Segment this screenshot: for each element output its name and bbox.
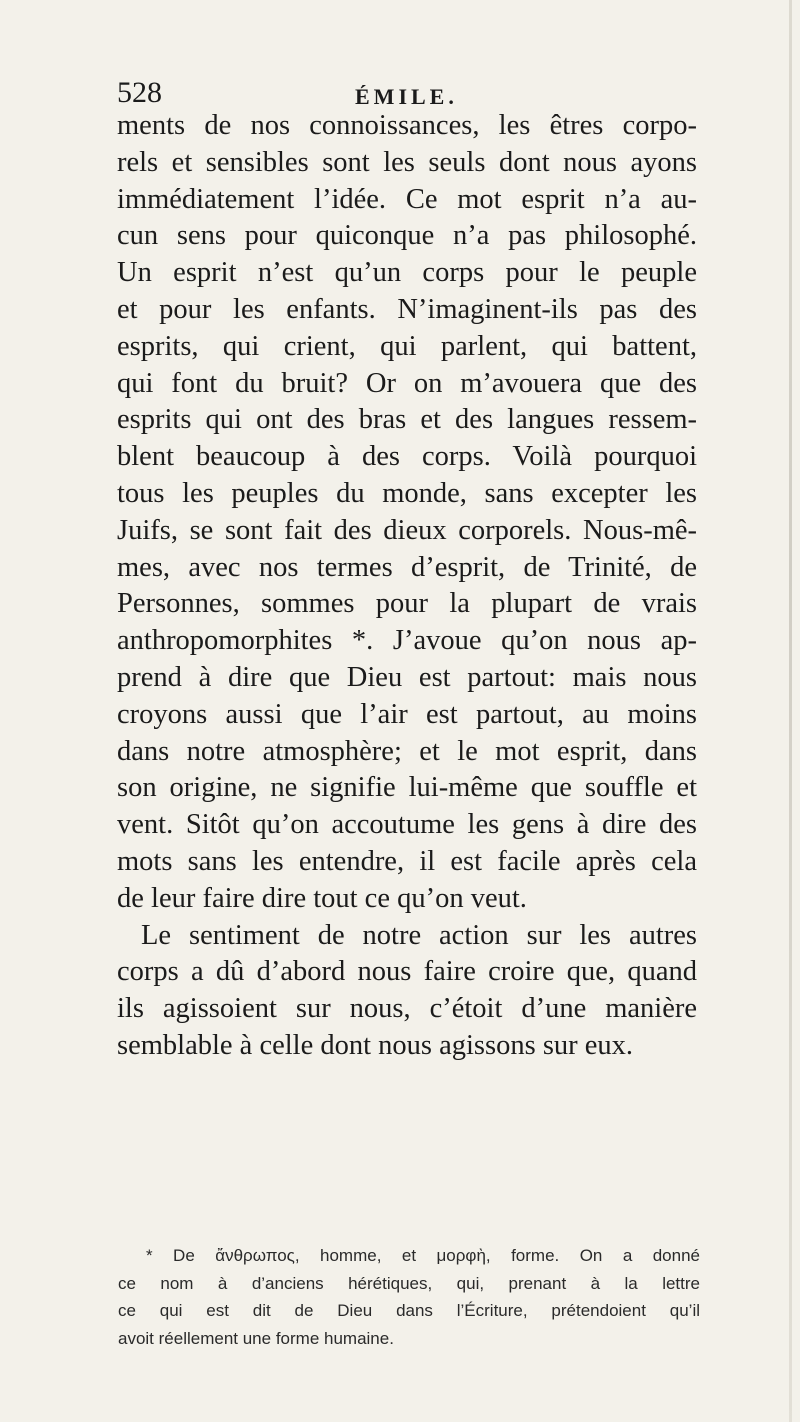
- footnote-line: ce nom à d’anciens hérétiques, qui, prenant à la lettre: [118, 1273, 700, 1293]
- running-title: ÉMILE.: [355, 84, 458, 109]
- text-line: cun sens pour quiconque n’a pas philosophé.: [117, 220, 697, 252]
- footnote-line: ce qui est dit de Dieu dans l’Écriture, prétendoient qu’il: [118, 1301, 700, 1320]
- text-line: rels et sensibles sont les seuls dont nous ayons: [117, 146, 697, 178]
- text-line: qui font du bruit? Or on m’avouera que des: [117, 367, 697, 399]
- text-line: croyons aussi que l’air est partout, au moins: [117, 698, 697, 730]
- text-line: anthropomorphites *. J’avoue qu’on nous ap-: [117, 625, 697, 657]
- text-line: mes, avec nos termes d’esprit, de Trinité, de: [117, 551, 697, 583]
- footnote-line: * De ἄνθρωπος, homme, et μορφὴ, forme. On a donné: [146, 1246, 700, 1265]
- text-line: Un esprit n’est qu’un corps pour le peuple: [117, 257, 697, 289]
- text-line: Le sentiment de notre action sur les autres: [141, 919, 697, 951]
- text-line: dans notre atmosphère; et le mot esprit, dans: [117, 735, 697, 767]
- text-line: ils agissoient sur nous, c’étoit d’une manière: [117, 993, 697, 1025]
- text-line: blent beaucoup à des corps. Voilà pourquoi: [117, 441, 697, 473]
- text-line: Juifs, se sont fait des dieux corporels. Nous-mê-: [117, 514, 697, 546]
- text-line: esprits qui ont des bras et des langues ressem-: [117, 404, 697, 436]
- text-line: immédiatement l’idée. Ce mot esprit n’a au-: [117, 183, 697, 215]
- text-line: de leur faire dire tout ce qu’on veut.: [117, 882, 527, 914]
- text-line: Personnes, sommes pour la plupart de vrais: [117, 588, 697, 620]
- body-text: [117, 108, 697, 1065]
- footnote: [118, 1242, 700, 1352]
- text-line: ments de nos connoissances, les êtres corpo-: [117, 110, 697, 141]
- page-edge: [789, 0, 792, 1422]
- page-number: 528: [117, 76, 162, 109]
- text-line: et pour les enfants. N’imaginent-ils pas des: [117, 293, 697, 325]
- text-line: tous les peuples du monde, sans excepter les: [117, 477, 697, 509]
- text-line: mots sans les entendre, il est facile après cela: [117, 845, 697, 877]
- text-line: vent. Sitôt qu’on accoutume les gens à dire des: [117, 809, 697, 841]
- text-line: corps a dû d’abord nous faire croire que, quand: [117, 956, 697, 988]
- text-line: son origine, ne signifie lui-même que souffle et: [117, 772, 697, 804]
- footnote-line: avoit réellement une forme humaine.: [118, 1328, 394, 1348]
- text-line: prend à dire que Dieu est partout: mais nous: [117, 661, 697, 693]
- text-line: esprits, qui crient, qui parlent, qui battent,: [117, 330, 697, 362]
- text-line: semblable à celle dont nous agissons sur eux.: [117, 1029, 634, 1061]
